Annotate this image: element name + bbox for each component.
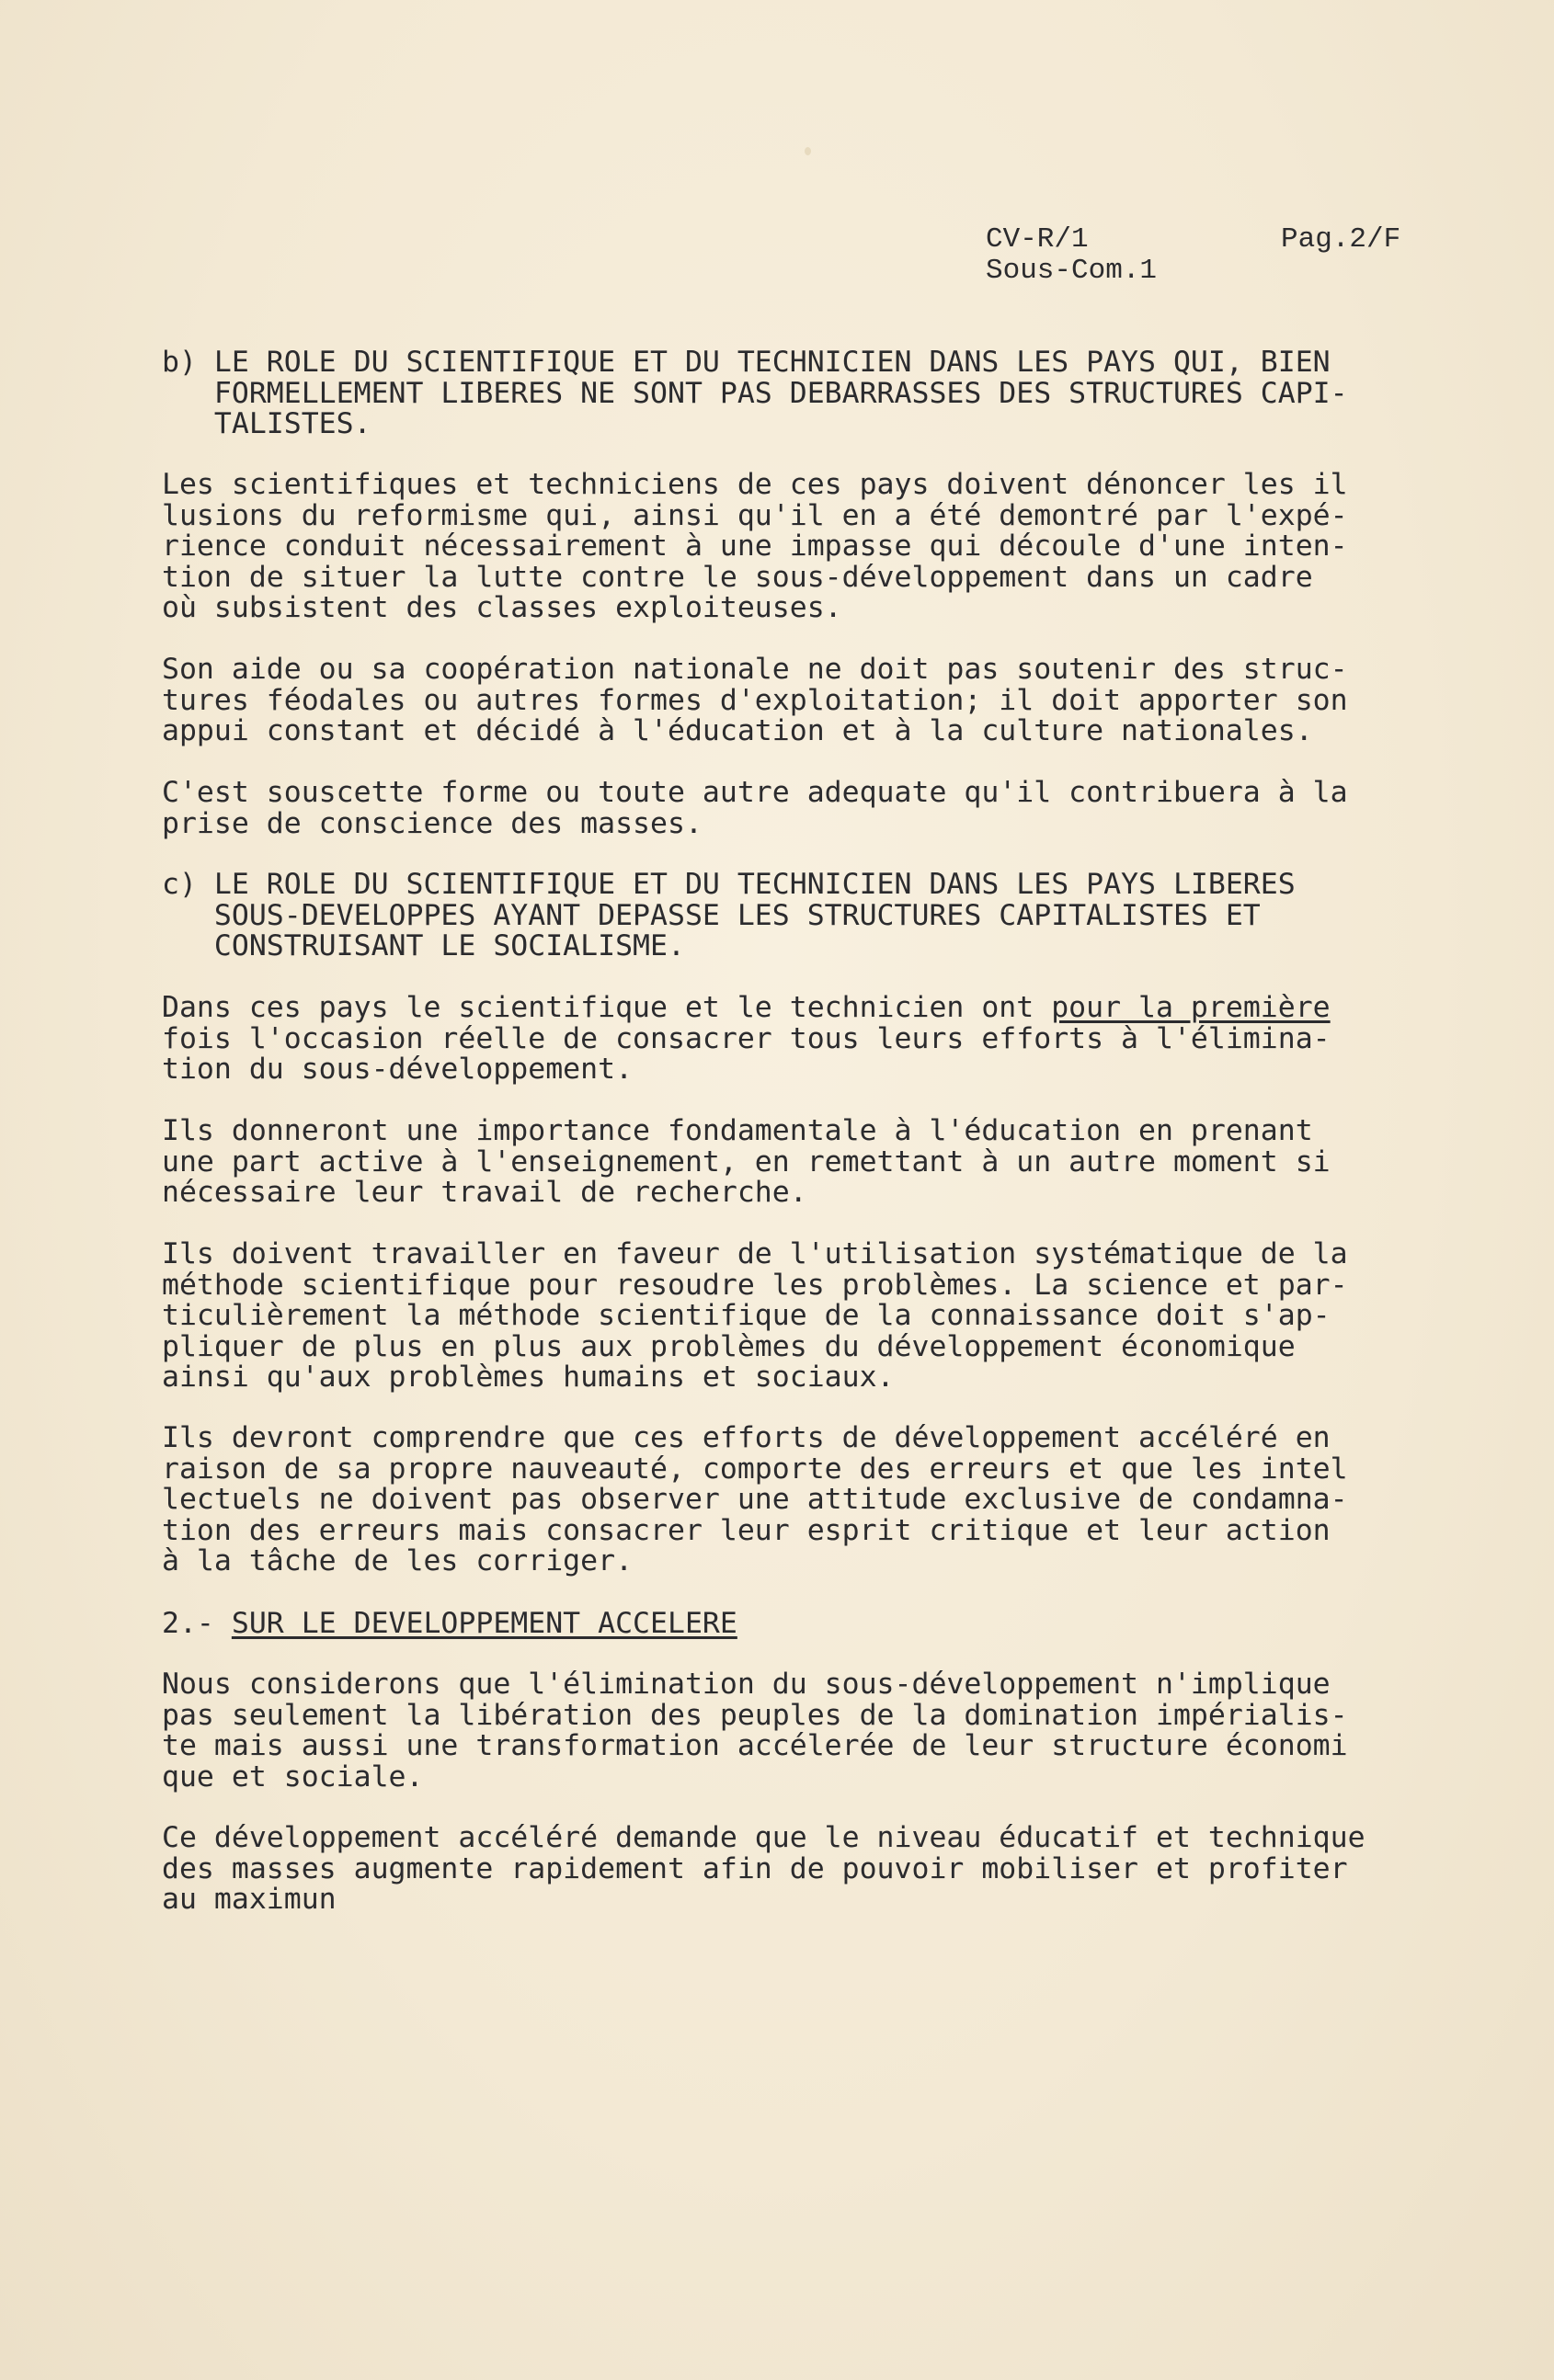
section-c-paragraph-1: [162, 993, 1468, 1086]
section-2-paragraph-1: Nous considerons que l'élimination du sous-développement n'implique pas seulement la libération des peuples de la domination impérialis- te mais aussi une transformation accélerée de leur structure économi que et sociale.: [162, 1668, 1348, 1794]
paragraph-text: Dans ces pays le scientifique et le technicien ont: [162, 991, 1052, 1024]
section-c-paragraph-3: Ils doivent travailler en faveur de l'utilisation systématique de la méthode scientifique pour resoudre les problèmes. La science et par- ticulièrement la méthode scientifique de la connaissance doit s'ap- pliquer de plus en plus aux problèmes du développement économique ainsi qu'aux problèmes humains et sociaux.: [162, 1237, 1348, 1394]
underlined-phrase: pour la première: [1051, 991, 1331, 1024]
section-b-paragraph-1: Les scientifiques et techniciens de ces pays doivent dénoncer les il lusions du reformisme qui, ainsi qu'il en a été demontré par l'expé- rience conduit nécessairement à une impasse qui découle d'une inten- tion de situer la lutte contre le sous-développement dans un cadre où subsistent des classes exploiteuses.: [162, 468, 1348, 624]
paper-mark: [805, 147, 811, 155]
section-title: SUR LE DEVELOPPEMENT ACCELERE: [231, 1607, 737, 1640]
section-b-heading: b) LE ROLE DU SCIENTIFIQUE ET DU TECHNICIEN DANS LES PAYS QUI, BIEN FORMELLEMENT LIBERES NE SONT PAS DEBARRASSES DES STRUCTURES CAPI- TALISTES.: [162, 346, 1348, 440]
section-c-paragraph-4: Ils devront comprendre que ces efforts de développement accéléré en raison de sa propre nauveauté, comporte des erreurs et que les intel lectuels ne doivent pas observer une attitude exclusive de condamna- tion des erreurs mais consacrer leur esprit critique et leur action à la tâche de les corriger.: [162, 1421, 1348, 1577]
section-c-paragraph-2: Ils donneront une importance fondamentale à l'éducation en prenant une part active à l'enseignement, en remettant à un autre moment si nécessaire leur travail de recherche.: [162, 1114, 1331, 1209]
section-b-paragraph-2: Son aide ou sa coopération nationale ne doit pas soutenir des struc- tures féodales ou autres formes d'exploitation; il doit apporter son appui constant et décidé à l'éducation et à la culture nationales.: [162, 653, 1348, 747]
section-2-paragraph-2: Ce développement accéléré demande que le niveau éducatif et technique des masses augmente rapidement afin de pouvoir mobiliser et profiter au maximun: [162, 1821, 1365, 1916]
paragraph-text: fois l'occasion réelle de consacrer tous leurs efforts à l'élimina- tion du sous-développement.: [162, 1021, 1331, 1086]
section-2-heading: [162, 1609, 1468, 1640]
document-code: CV-R/1: [986, 223, 1089, 256]
section-b-paragraph-3: C'est souscette forme ou toute autre adequate qu'il contribuera à la prise de conscience des masses.: [162, 776, 1348, 840]
section-number: 2.-: [162, 1607, 232, 1640]
page-reference: Pag.2/F: [1281, 223, 1401, 256]
section-c-heading: c) LE ROLE DU SCIENTIFIQUE ET DU TECHNICIEN DANS LES PAYS LIBERES SOUS-DEVELOPPES AYANT DEPASSE LES STRUCTURES CAPITALISTES ET CONSTRUISANT LE SOCIALISME.: [162, 868, 1296, 962]
subcommission-code: Sous-Com.1: [986, 255, 1158, 287]
